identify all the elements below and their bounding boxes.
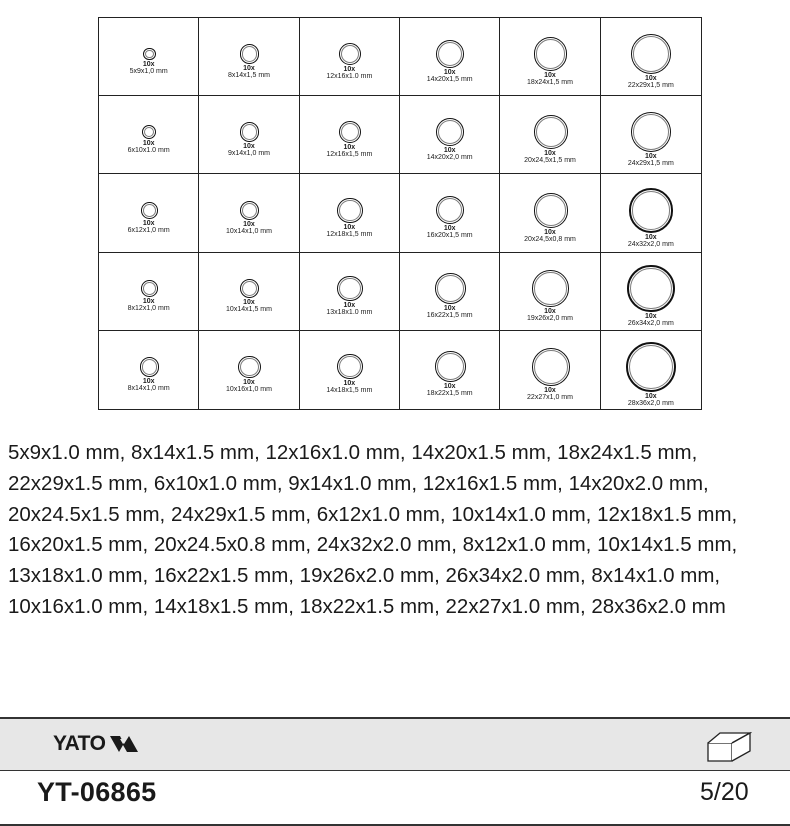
washer-icon [142,125,156,139]
washer-size: 8x14x1,0 mm [127,384,170,392]
washer-cell [99,18,199,96]
washer-icon [534,193,568,227]
washer-size: 13x18x1.0 mm [326,309,373,317]
washer-quantity: 10x [443,304,456,312]
washer-cell [500,253,600,331]
washer-icon [627,265,675,313]
washer-icon [339,43,361,65]
washer-grid [98,17,702,410]
washer-cell [300,18,400,96]
washer-cell [199,253,299,331]
washer-size: 22x29x1,5 mm [627,82,674,90]
washer-cell [500,96,600,174]
washer-size: 9x14x1,0 mm [227,149,270,157]
washer-size: 18x24x1,5 mm [527,78,573,86]
washer-size: 26x34x2,0 mm [627,320,674,328]
washer-cell [300,331,400,409]
washer-cell [199,174,299,252]
washer-size: 6x12x1,0 mm [127,226,170,234]
washer-quantity: 10x [343,223,356,231]
washer-quantity: 10x [443,383,456,391]
washer-icon [240,44,260,64]
washer-cell [300,96,400,174]
washer-quantity: 10x [544,228,556,236]
washer-size: 20x24,5x0,8 mm [524,235,576,243]
washer-quantity: 10x [243,64,255,72]
washer-icon [435,273,466,304]
washer-cell [99,331,199,409]
washer-cell [601,18,701,96]
washer-icon [631,34,672,75]
washer-icon [141,280,158,297]
washer-cell [601,331,701,409]
washer-quantity: 10x [243,299,255,307]
washer-icon [337,354,362,379]
washer-size: 8x12x1,0 mm [127,304,170,312]
washer-icon [240,279,260,299]
washer-size: 14x18x1,5 mm [326,387,373,395]
washer-icon [143,48,156,61]
yato-logo-mark-icon [109,734,139,754]
washer-size: 24x29x1,5 mm [627,160,674,168]
washer-quantity: 10x [644,392,657,400]
washer-icon [631,112,672,153]
washer-size: 28x36x2,0 mm [627,399,674,407]
washer-size: 12x16x1,5 mm [326,151,373,159]
page-number: 5/20 [700,778,749,806]
washer-cell [199,96,299,174]
washer-quantity: 10x [544,71,556,79]
washer-quantity: 10x [644,233,657,241]
washer-quantity: 10x [644,313,657,321]
yato-logo [53,732,139,756]
washer-icon [629,188,674,233]
washer-icon [534,37,568,71]
washer-icon [626,342,676,392]
washer-quantity: 10x [142,219,155,227]
washer-icon [532,348,570,386]
washer-size: 14x20x2,0 mm [426,154,473,162]
washer-cell [99,253,199,331]
washer-icon [140,357,160,377]
washer-cell [199,331,299,409]
washer-size: 22x27x1,0 mm [527,393,573,401]
washer-size: 12x16x1.0 mm [326,73,373,81]
washer-size: 5x9x1,0 mm [129,68,168,76]
washer-quantity: 10x [343,144,356,152]
washer-icon [435,351,466,382]
washer-quantity: 10x [443,225,456,233]
washer-quantity: 10x [544,150,556,158]
washer-quantity: 10x [142,297,155,305]
washer-quantity: 10x [142,140,155,148]
washer-cell [400,253,500,331]
washer-icon [534,115,568,149]
washer-icon [337,276,362,301]
washer-size: 14x20x1,5 mm [426,76,473,83]
washer-cell [300,174,400,252]
washer-quantity: 10x [343,380,356,388]
washer-size: 16x20x1,5 mm [426,232,473,240]
washer-cell [601,253,701,331]
washer-size: 20x24,5x1,5 mm [524,157,576,165]
washer-quantity: 10x [544,307,556,315]
washer-quantity: 10x [644,153,657,161]
washer-size: 10x14x1,0 mm [226,228,272,236]
washer-quantity: 10x [142,377,155,385]
brand-name: YATO [53,732,106,755]
washer-cell [199,18,299,96]
size-list: 5x9x1.0 mm, 8x14x1.5 mm, 12x16x1.0 mm, 14x20x1.5 mm, 18x24x1.5 mm, 22x29x1.5 mm, 6x10x1.0 mm, 9x14x1.0 mm, 12x16x1.5 mm, 14x20x2.0 mm, 20x24.5x1.5 mm, 24x29x1.5 mm, 6x12x1.0 mm, 10x14x1.0 mm, 12x18x1.5 mm, 16x20x1.5 mm, 20x24.5x0.8 mm, 24x32x2.0 mm, 8x12x1.0 mm, 10x14x1.5 mm, 13x18x1.0 mm, 16x22x1.5 mm, 19x26x2.0 mm, 26x34x2.0 mm, 8x14x1.0 mm, 10x16x1.0 mm, 14x18x1.5 mm, 18x22x1.5 mm, 22x27x1.0 mm, 28x36x2.0 mm [8,441,738,618]
washer-cell [400,331,500,409]
washer-icon [240,201,260,221]
washer-quantity: 10x [343,302,356,310]
package-box-icon [706,731,752,763]
washer-size: 10x14x1,5 mm [226,306,272,314]
washer-cell [500,174,600,252]
washer-quantity: 10x [243,221,255,229]
washer-cell [500,18,600,96]
washer-icon [337,198,362,223]
washer-size: 8x14x1,5 mm [227,71,270,79]
washer-quantity: 10x [443,147,456,155]
washer-size: 19x26x2,0 mm [527,314,573,322]
washer-size: 12x18x1,5 mm [326,230,373,238]
washer-icon [532,270,568,306]
washer-icon [436,118,464,146]
washer-cell [500,331,600,409]
washer-cell [300,253,400,331]
washer-quantity: 10x [243,142,255,150]
washer-size: 10x16x1,0 mm [226,385,272,393]
washer-icon [240,122,260,142]
washer-cell [400,96,500,174]
washer-cell [601,96,701,174]
washer-quantity: 10x [544,386,556,394]
washer-icon [339,121,361,143]
washer-icon [436,40,464,68]
washer-quantity: 10x [142,61,155,69]
washer-quantity: 10x [644,75,657,83]
washer-cell [400,174,500,252]
washer-icon [238,356,260,378]
washer-cell [400,18,500,96]
washer-size: 18x22x1,5 mm [426,390,473,398]
washer-quantity: 10x [343,66,356,74]
washer-icon [141,202,158,219]
washer-quantity: 10x [243,378,255,386]
washer-cell [601,174,701,252]
washer-cell [99,174,199,252]
washer-icon [436,196,464,224]
product-code: YT-06865 [37,777,157,807]
washer-size: 24x32x2,0 mm [627,240,674,248]
washer-cell [99,96,199,174]
washer-size: 6x10x1.0 mm [127,147,170,155]
washer-size: 16x22x1,5 mm [426,311,473,319]
washer-quantity: 10x [443,69,456,76]
